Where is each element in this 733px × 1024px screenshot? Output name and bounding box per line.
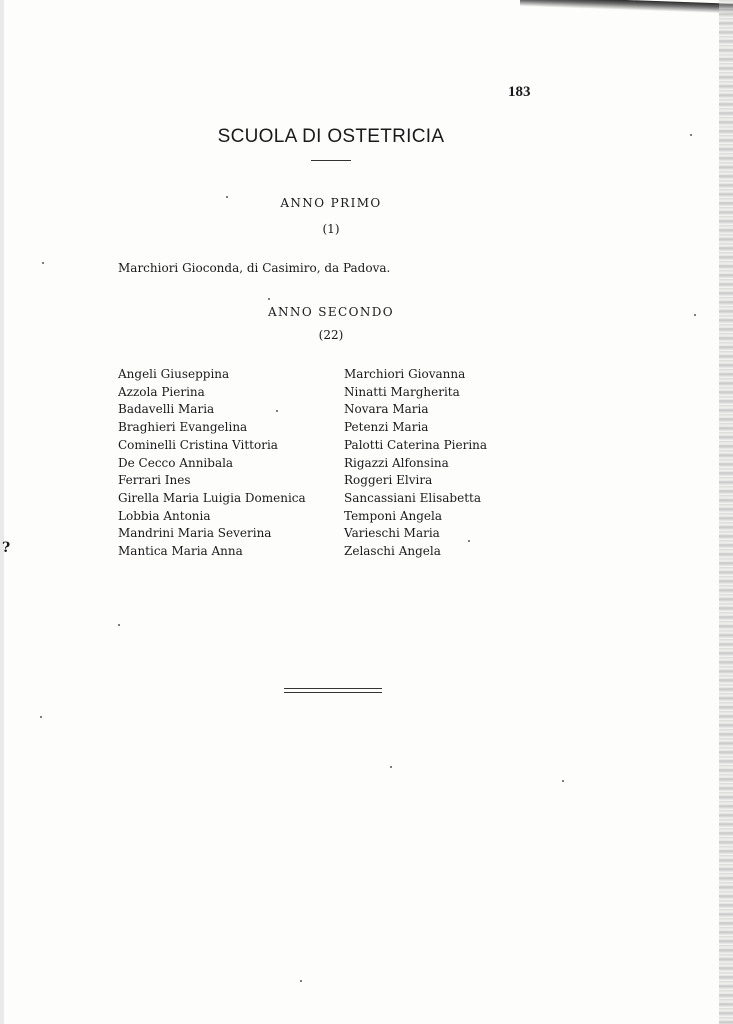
page-title: SCUOLA DI OSTETRICIA [217,126,445,147]
scan-speck [226,196,228,198]
list-item: Ninatti Margherita [344,384,460,399]
scan-speck [118,624,120,626]
student-list-right-column [344,366,487,561]
list-item: Rigazzi Alfonsina [344,455,449,470]
list-item: Temponi Angela [344,508,443,523]
section-count-anno-secondo: (22) [318,328,344,342]
scan-shadow-top [520,0,733,14]
scan-speck [300,980,302,982]
student-list-left-column [118,366,306,561]
scan-speck [276,410,278,412]
scan-speck [42,262,44,264]
scan-edge-left [0,0,4,1024]
scan-speck [268,298,270,300]
list-item: Marchiori Giovanna [344,367,466,381]
scan-speck [468,540,470,542]
list-item: Lobbia Antonia [118,508,211,523]
list-item: De Cecco Annibala [118,455,234,470]
list-item: Angeli Giuseppina [118,367,230,381]
list-item: Zelaschi Angela [344,544,441,559]
scan-speck [40,716,42,718]
margin-mark: ? [2,540,11,556]
list-item: Ferrari Ines [118,473,191,488]
list-item: Varieschi Maria [344,526,440,541]
scan-speck [694,314,696,316]
list-item: Cominelli Cristina Vittoria [118,437,278,452]
list-item: Braghieri Evangelina [118,420,248,435]
list-item: Azzola Pierina [118,384,205,399]
scan-speck [390,766,392,768]
list-item: Petenzi Maria [344,420,429,435]
section-heading-anno-secondo: ANNO SECONDO [267,305,395,319]
list-item: Girella Maria Luigia Domenica [118,490,306,505]
list-item: Sancassiani Elisabetta [344,490,481,505]
list-item: Mantica Maria Anna [118,544,243,559]
scan-edge-right [719,0,733,1024]
list-item: Mandrini Maria Severina [118,526,272,541]
section-count-anno-primo: (1) [322,222,340,236]
end-of-section-rule [284,688,382,693]
student-entry-anno-primo: Marchiori Gioconda, di Casimiro, da Padova. [118,261,391,275]
scan-speck [690,134,692,136]
list-item: Novara Maria [344,402,429,417]
scan-speck [562,780,564,782]
page-number: 183 [508,84,531,100]
title-underline [311,160,351,161]
list-item: Palotti Caterina Pierina [344,437,488,452]
section-heading-anno-primo: ANNO PRIMO [280,196,382,210]
list-item: Badavelli Maria [118,402,215,417]
list-item: Roggeri Elvira [344,473,433,488]
